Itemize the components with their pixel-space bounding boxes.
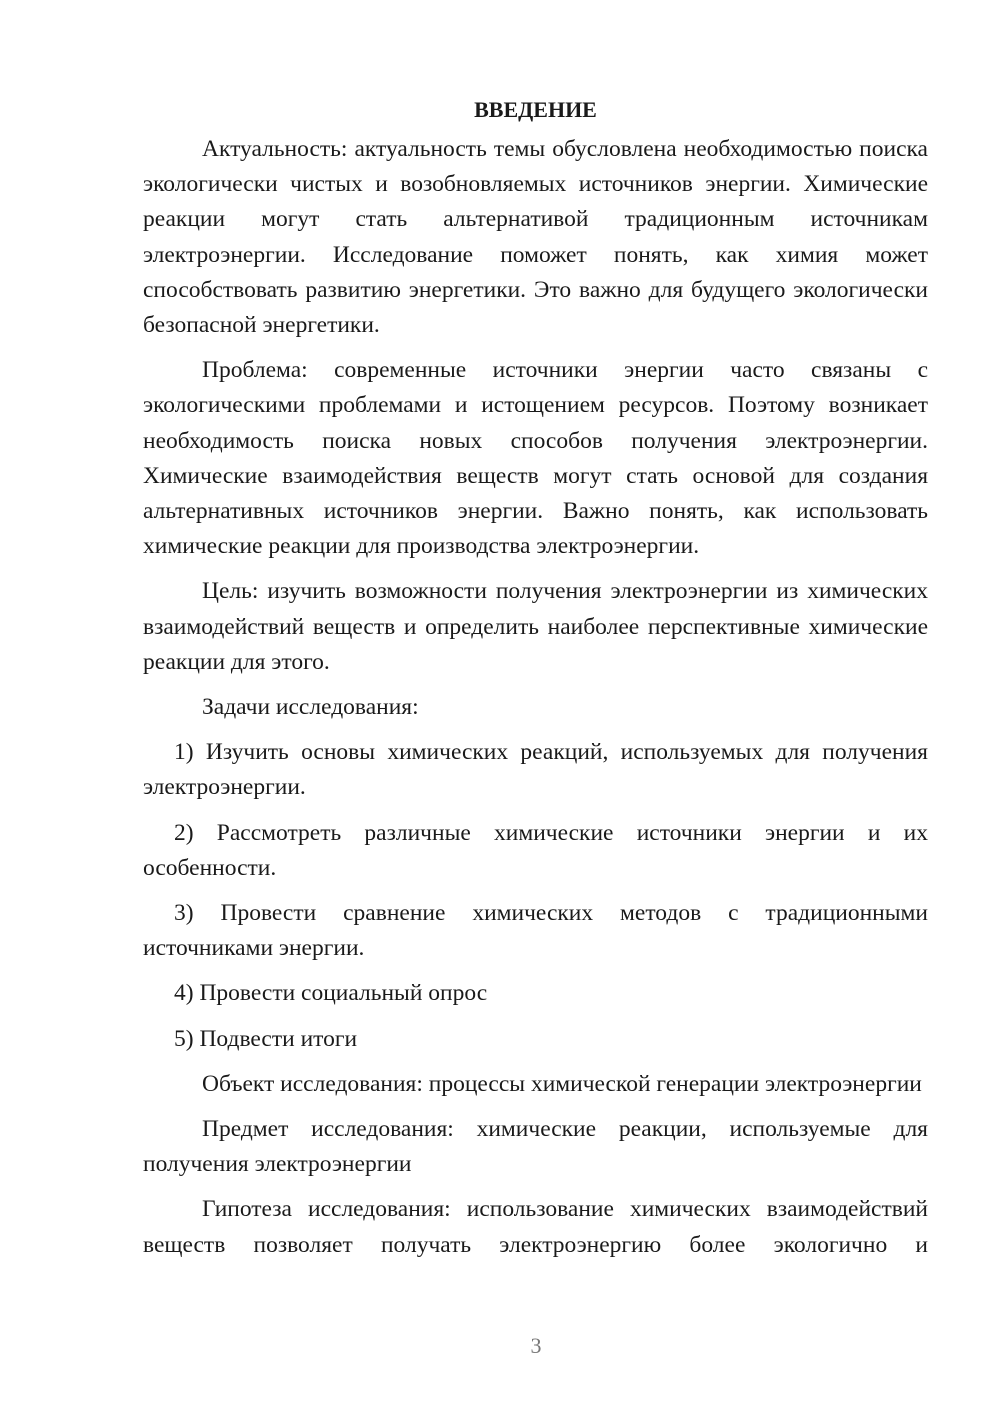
section-title: ВВЕДЕНИЕ [474,97,597,122]
task-item-3: 3) Провести сравнение химических методов с традиционными источниками энергии. [143,900,928,962]
paragraph-hypothesis: Гипотеза исследования: использование химических взаимодействий веществ позволяет получать электроэнергию более экологично и [143,1196,928,1258]
task-item-4: 4) Провести социальный опрос [174,980,488,1007]
document-body [143,92,928,1273]
page-number: 3 [530,1333,542,1358]
task-item-5: 5) Подвести итоги [174,1025,358,1052]
paragraph-tasks-heading: Задачи исследования: [202,694,419,721]
task-item-2: 2) Рассмотреть различные химические источники энергии и их особенности. [143,819,928,881]
paragraph-object: Объект исследования: процессы химической генерации электроэнергии [202,1070,922,1097]
paragraph-relevance: Актуальность: актуальность темы обусловлена необходимостью поиска экологически чистых и возобновляемых источников энергии. Химические реакции могут стать альтернативой традиционным источникам электроэнергии. Исследование поможет понять, как химия может способствовать развитию энергетики. Это важно для будущего экологически безопасной энергетики. [143,136,928,339]
paragraph-goal: Цель: изучить возможности получения электроэнергии из химических взаимодействий веществ и определить наиболее перспективные химические реакции для этого. [143,578,928,675]
paragraph-problem: Проблема: современные источники энергии часто связаны с экологическими проблемами и истощением ресурсов. Поэтому возникает необходимость поиска новых способов получения электроэнергии. Химические взаимодействия веществ могут стать основой для создания альтернативных источников энергии. Важно понять, как использовать химические реакции для производства электроэнергии. [143,357,928,560]
paragraph-subject: Предмет исследования: химические реакции, используемые для получения электроэнергии [143,1116,928,1178]
task-item-1: 1) Изучить основы химических реакций, используемых для получения электроэнергии. [143,739,928,801]
